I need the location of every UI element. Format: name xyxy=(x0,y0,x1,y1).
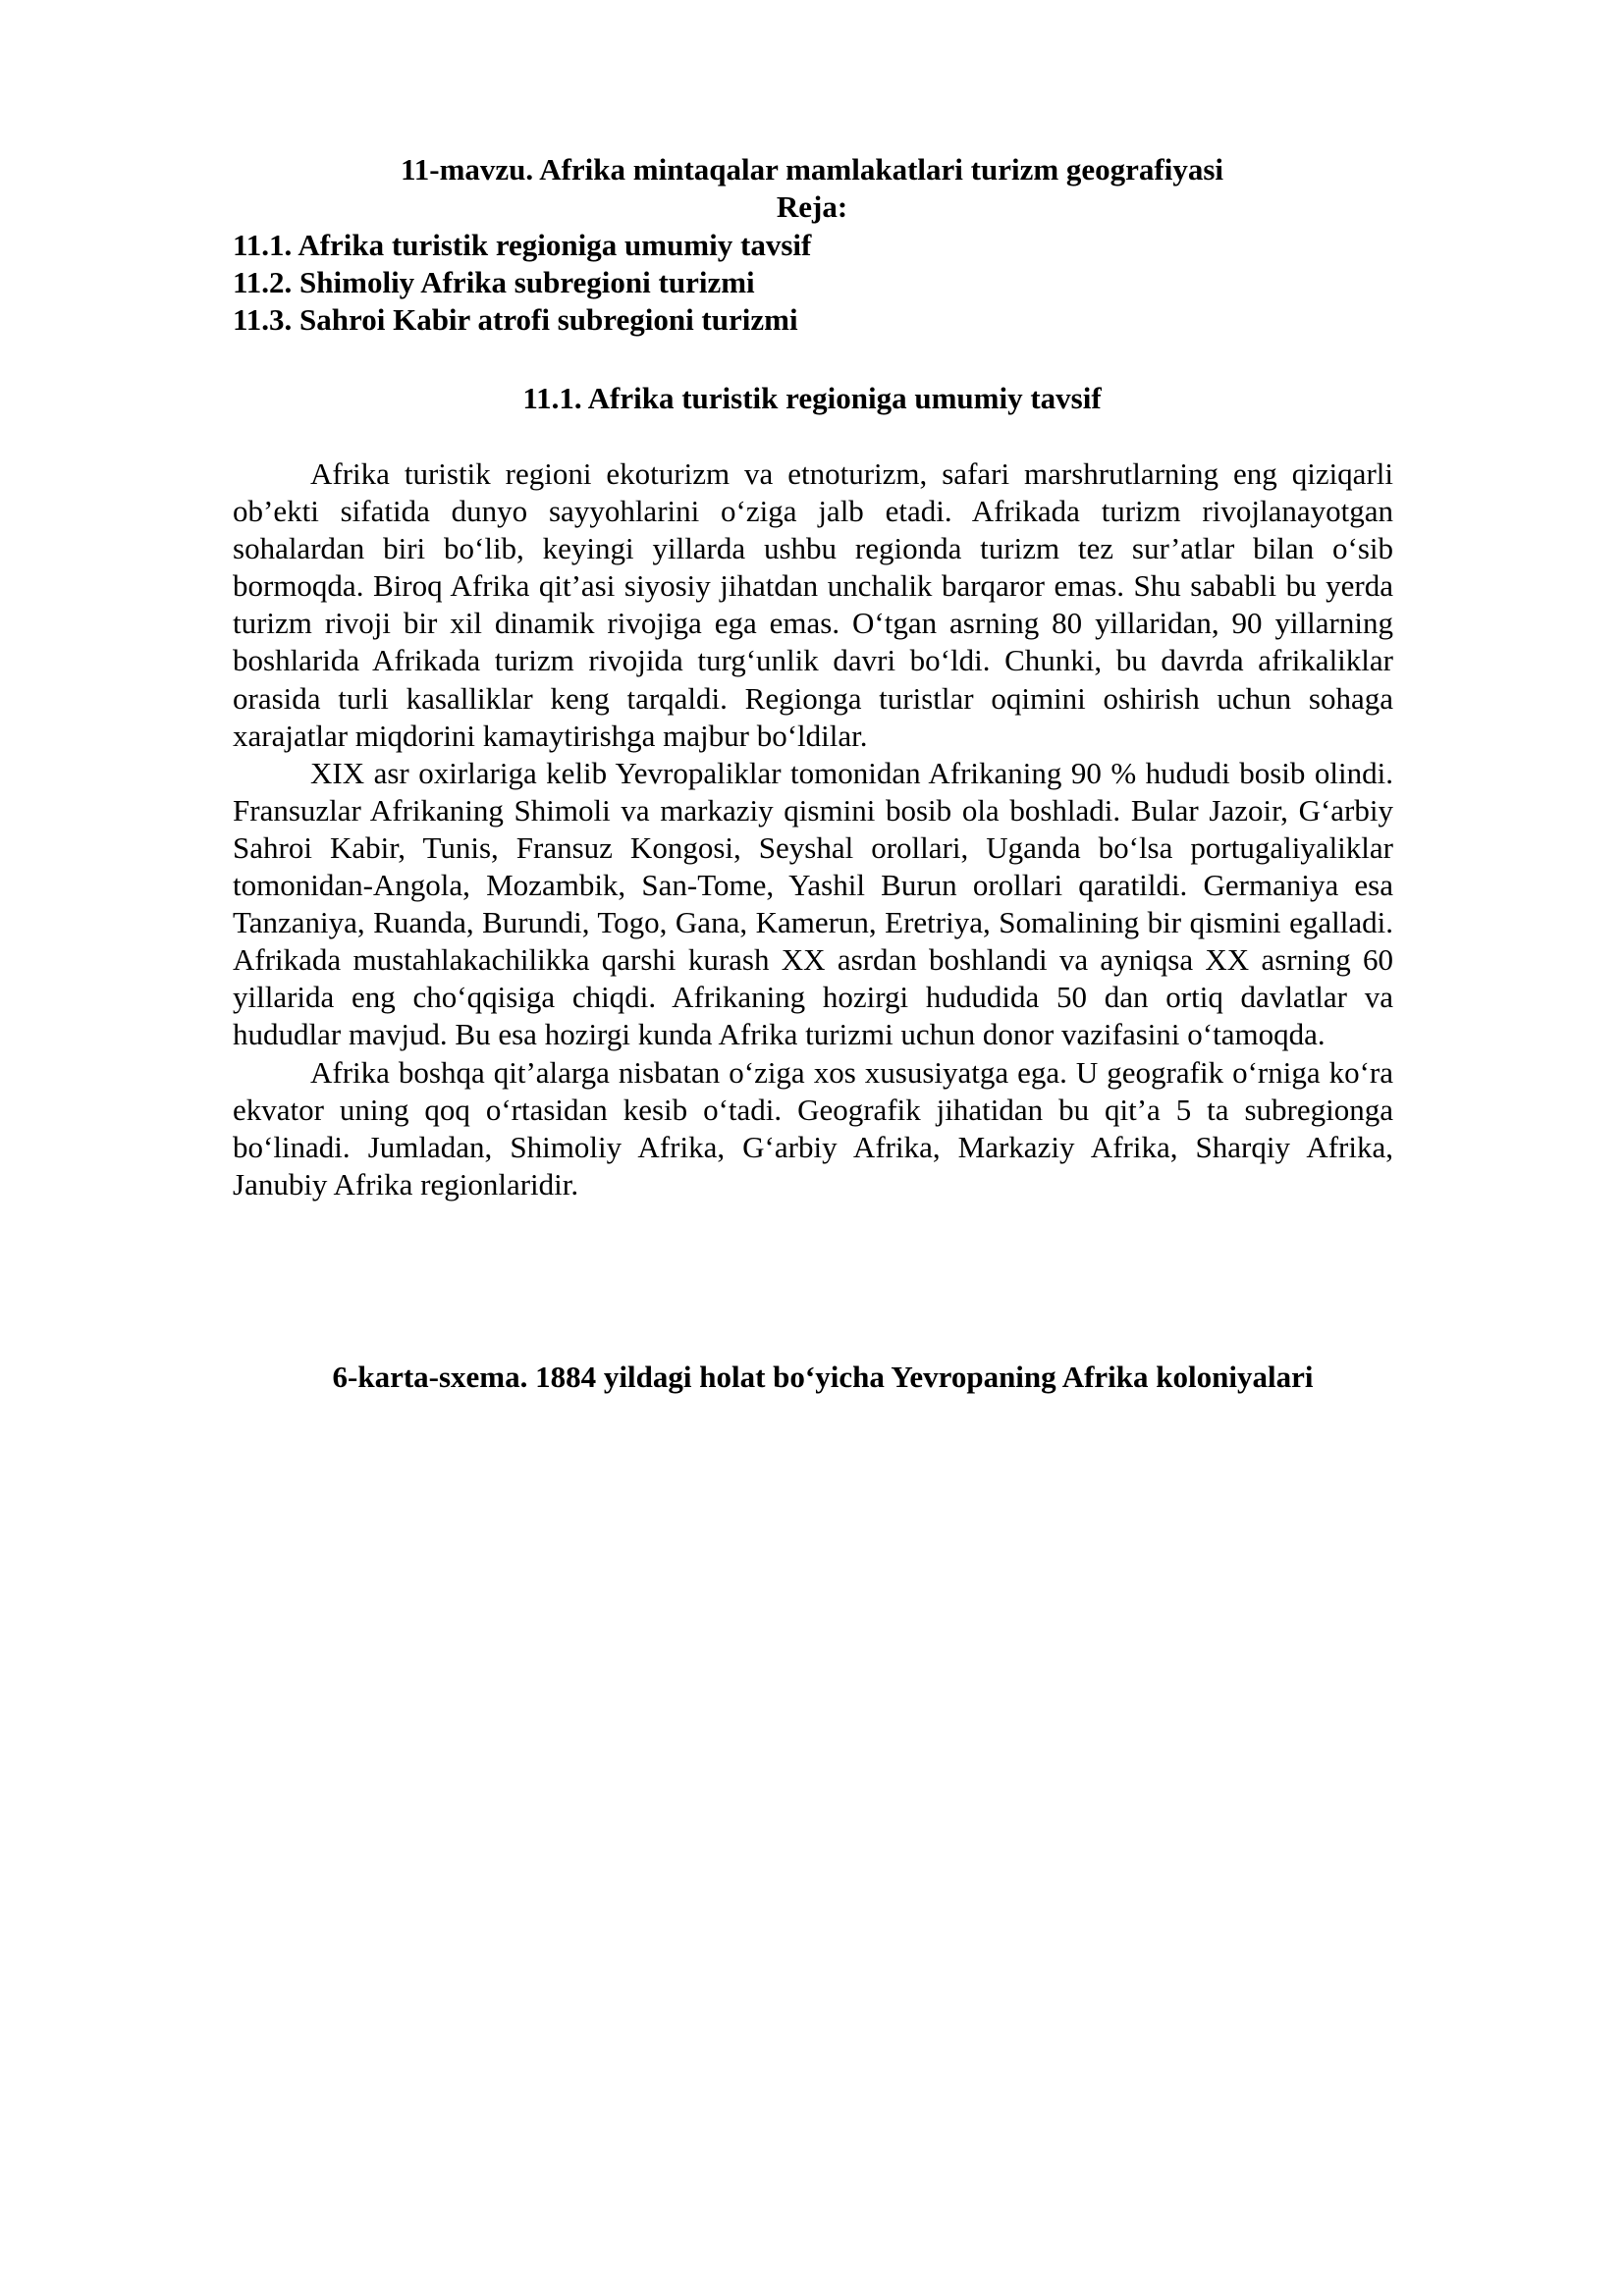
paragraph-1: Afrika turistik regioni ekoturizm va etnoturizm, safari marshrutlarning eng qiziqarli ob’ekti sifatida dunyo sayyohlarini o‘ziga jalb etadi. Afrikada turizm rivojlanayotgan sohalardan biri bo‘lib, keyingi yillarda ushbu regionda turizm tez sur’atlar bilan o‘sib bormoqda. Biroq Afrika qit’asi siyosiy jihatdan unchalik barqaror emas. Shu sababli bu yerda turizm rivoji bir xil dinamik rivojiga ega emas. O‘tgan asrning 80 yillaridan, 90 yillarning boshlarida Afrikada turizm rivojida turg‘unlik davri bo‘ldi. Chunki, bu davrda afrikaliklar orasida turli kasalliklar keng tarqaldi. Regionga turistlar oqimini oshirish uchun sohaga xarajatlar miqdorini kamaytirishga majbur bo‘ldilar. xyxy=(233,456,1393,753)
body-text xyxy=(233,455,1393,1203)
plan-list xyxy=(233,227,811,339)
plan-item-1: 11.1. Afrika turistik regioniga umumiy tavsif xyxy=(233,228,812,262)
paragraph-3: Afrika boshqa qit’alarga nisbatan o‘ziga xos xususiyatga ega. U geografik o‘rniga ko‘ra ekvator uning qoq o‘rtasidan kesib o‘tadi. Geografik jihatidan bu qit’a 5 ta subregionga bo‘linadi. Jumladan, Shimoliy Afrika, G‘arbiy Afrika, Markaziy Afrika, Sharqiy Afrika, Janubiy Afrika regionlaridir. xyxy=(233,1054,1393,1201)
plan-item-2: 11.2. Shimoliy Afrika subregioni turizmi xyxy=(233,265,755,299)
paragraph-2: XIX asr oxirlariga kelib Yevropaliklar tomonidan Afrikaning 90 % hududi bosib olindi. Fransuzlar Afrikaning Shimoli va markaziy qismini bosib ola boshladi. Bular Jazoir, G‘arbiy Sahroi Kabir, Tunis, Fransuz Kongosi, Seyshal orollari, Uganda bo‘lsa portugaliyaliklar tomonidan-Angola, Mozambik, San-Tome, Yashil Burun orollari qaratildi. Germaniya esa Tanzaniya, Ruanda, Burundi, Togo, Gana, Kamerun, Eretriya, Somalining bir qismini egalladi. Afrikada mustahlakachilikka qarshi kurash XX asrdan boshlandi va ayniqsa XX asrning 60 yillarida eng cho‘qqisiga chiqdi. Afrikaning hozirgi hududida 50 dan ortiq davlatlar va hududlar mavjud. Bu esa hozirgi kunda Afrika turizmi uchun donor vazifasini o‘tamoqda. xyxy=(233,755,1393,1052)
section-heading: 11.1. Afrika turistik regioniga umumiy tavsif xyxy=(522,381,1102,415)
map-caption: 6-karta-sxema. 1884 yildagi holat bo‘yicha Yevropaning Afrika koloniyalari xyxy=(332,1360,1314,1394)
page-title: 11-mavzu. Afrika mintaqalar mamlakatlari turizm geografiyasi xyxy=(400,152,1224,187)
plan-item-3: 11.3. Sahroi Kabir atrofi subregioni turizmi xyxy=(233,302,798,337)
plan-label: Reja: xyxy=(776,189,848,224)
